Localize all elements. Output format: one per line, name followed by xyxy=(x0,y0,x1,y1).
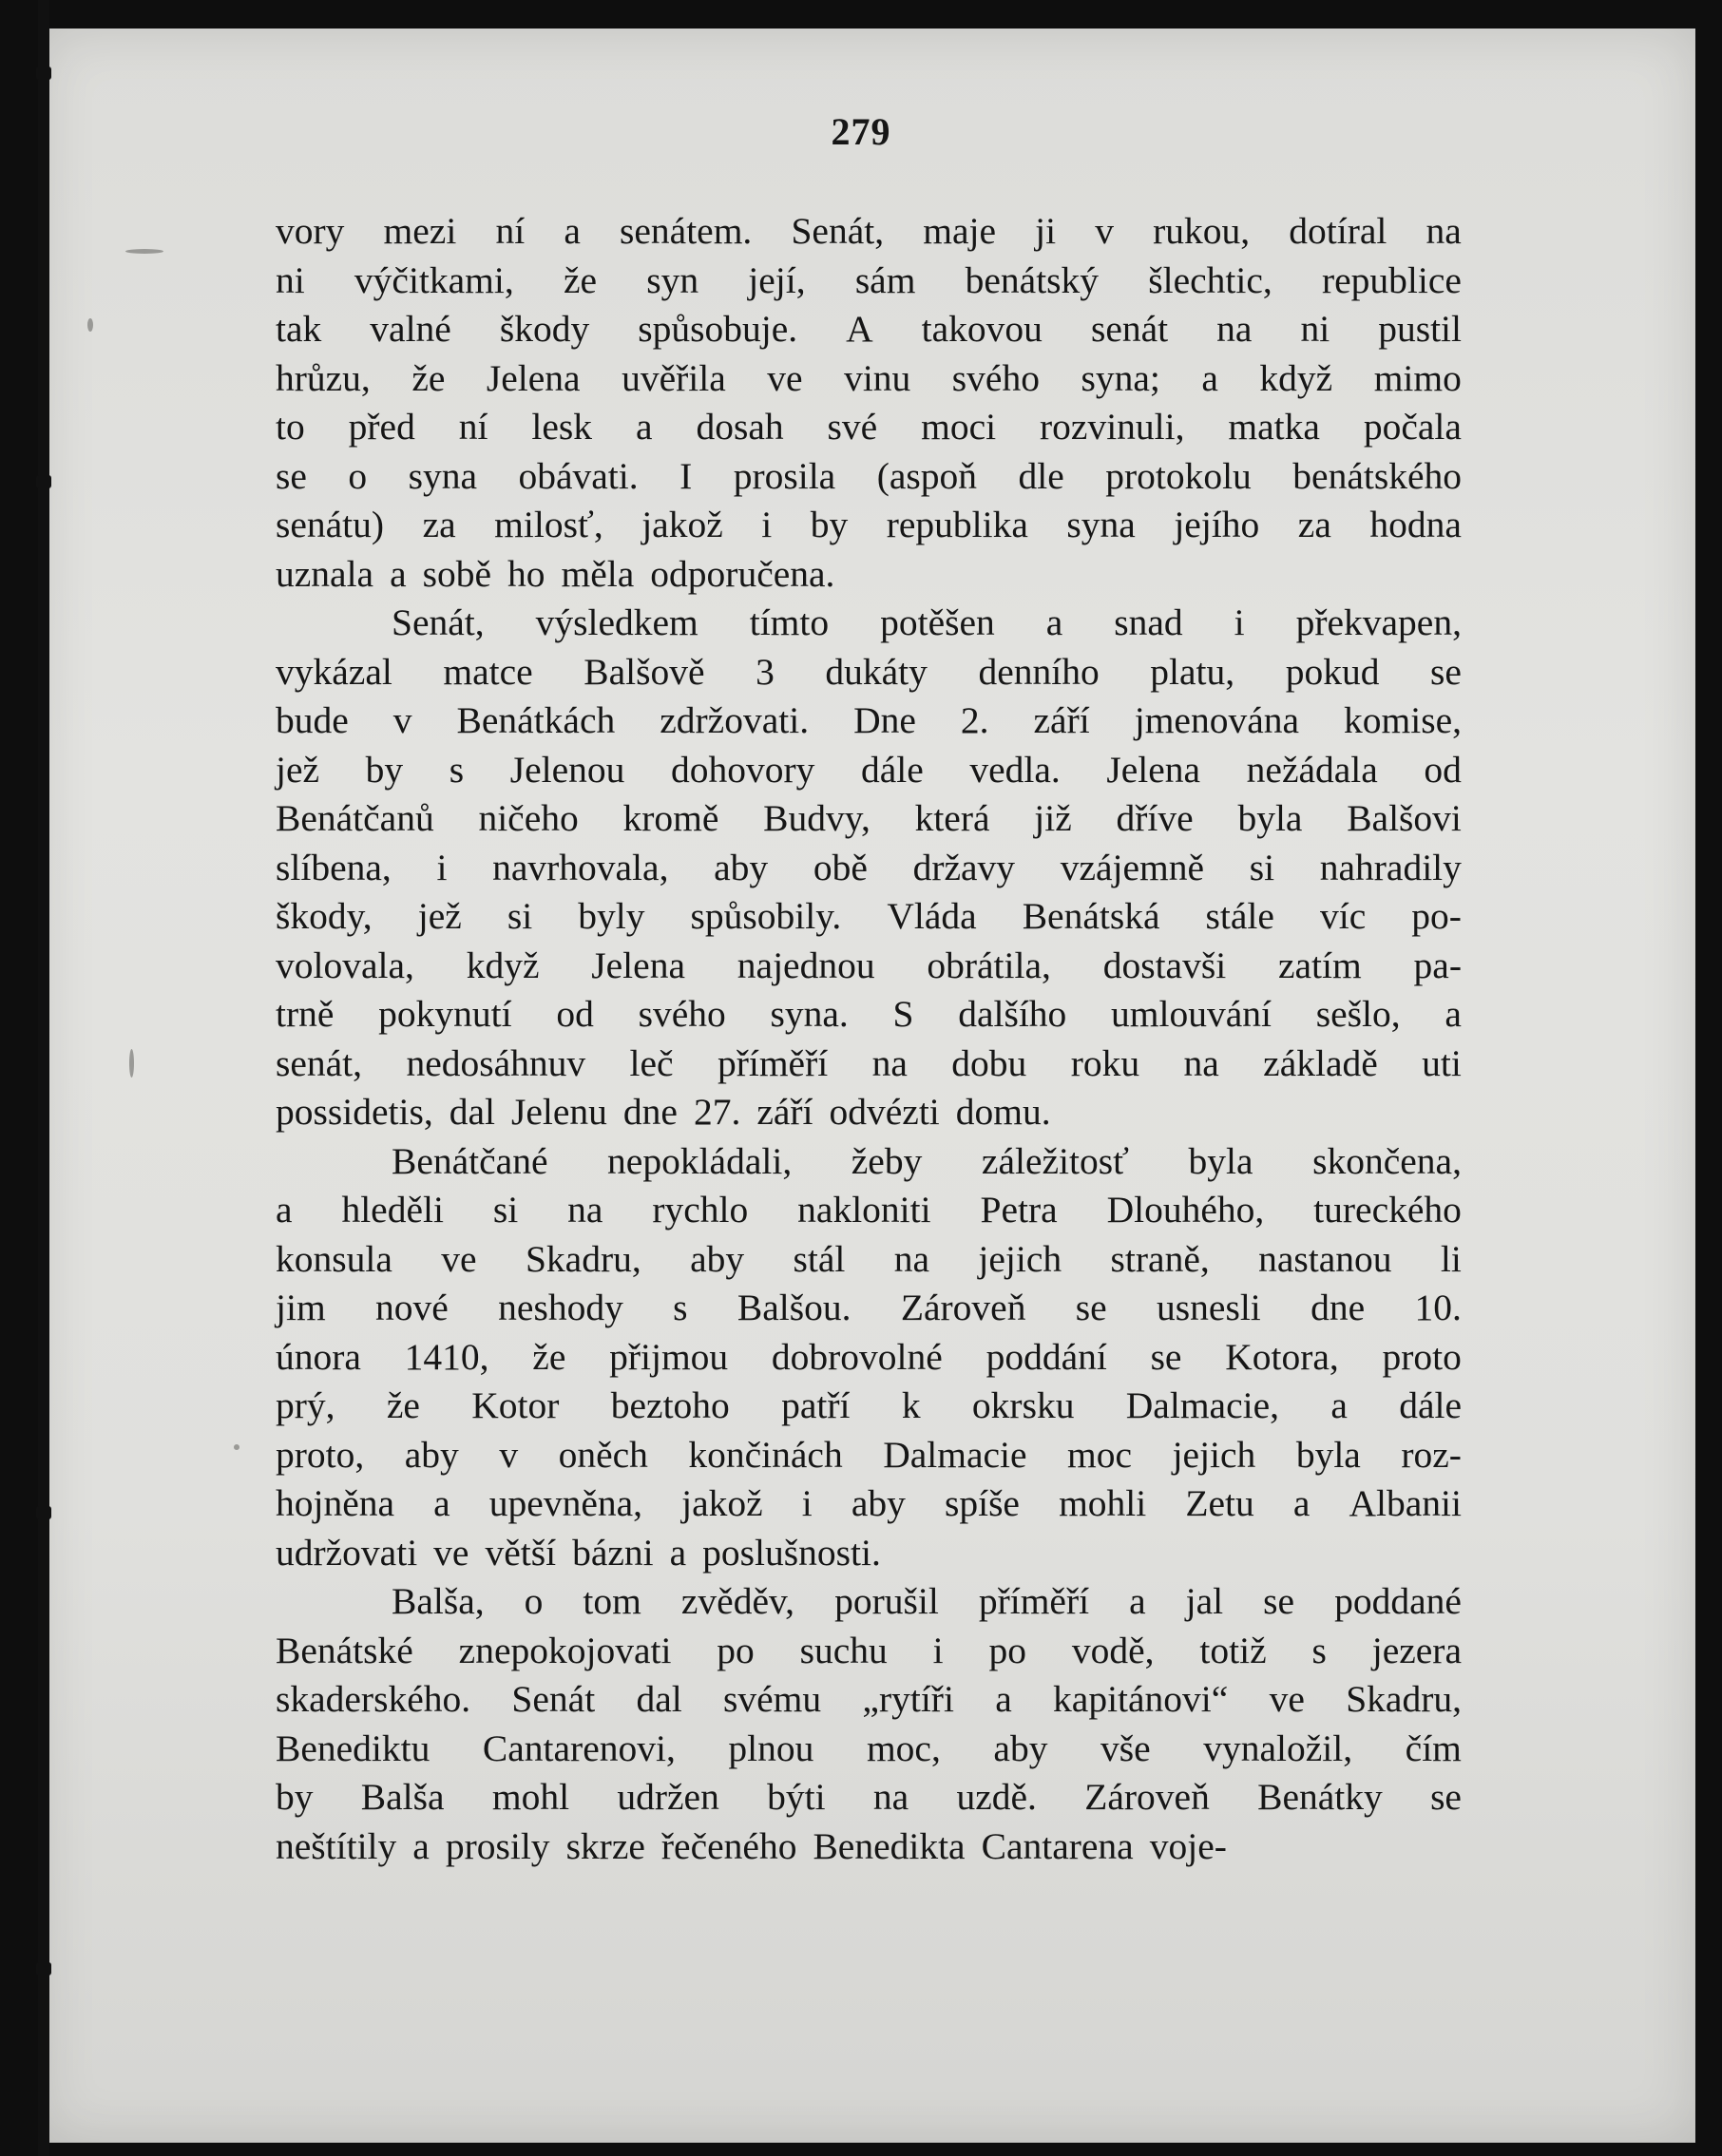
paragraph xyxy=(276,599,1462,1137)
text-line: škody, jež si byly spůsobily. Vláda Benátská stále víc po- xyxy=(276,895,1462,937)
text-line: vory mezi ní a senátem. Senát, maje ji v rukou, dotíral na xyxy=(276,210,1462,252)
text-line: ni výčitkami, že syn její, sám benátský šlechtic, republice xyxy=(276,258,1462,301)
body-text xyxy=(276,207,1462,1871)
text-line: neštítily a prosily skrze řečeného Benedikta Cantarena voje- xyxy=(276,1824,1227,1867)
scan-speck xyxy=(129,1049,134,1078)
text-line: uznala a sobě ho měla odporučena. xyxy=(276,552,835,595)
text-line: Benátské znepokojovati po suchu i po vodě, totiž s jezera xyxy=(276,1629,1462,1671)
text-line: senát, nedosáhnuv leč příměří na dobu roku na základě uti xyxy=(276,1041,1462,1084)
text-line: tak valné škody spůsobuje. A takovou senát na ni pustil xyxy=(276,308,1462,350)
text-line: udržovati ve větší bázni a poslušnosti. xyxy=(276,1531,881,1574)
text-line: Benediktu Cantarenovi, plnou moc, aby vše vynaložil, čím xyxy=(276,1727,1462,1769)
text-line: proto, aby v oněch končinách Dalmacie moc jejich byla roz- xyxy=(276,1433,1462,1476)
text-line: vykázal matce Balšově 3 dukáty denního platu, pokud se xyxy=(276,650,1462,693)
text-line: to před ní lesk a dosah své moci rozvinuli, matka počala xyxy=(276,406,1462,448)
text-line: bude v Benátkách zdržovati. Dne 2. září jmenována komise, xyxy=(276,699,1462,741)
binding-mark xyxy=(36,475,51,488)
text-line: trně pokynutí od svého syna. S dalšího umlouvání sešlo, a xyxy=(276,993,1462,1035)
text-line: Benátčanů ničeho kromě Budvy, která již dříve byla Balšovi xyxy=(276,797,1462,839)
binding-mark xyxy=(36,67,51,80)
text-line: Balša, o tom zvěděv, porušil příměří a jal se poddané xyxy=(392,1580,1462,1622)
text-line: se o syna obávati. I prosila (aspoň dle protokolu benátského xyxy=(276,454,1462,497)
text-line: possidetis, dal Jelenu dne 27. září odvézti domu. xyxy=(276,1091,1051,1133)
text-line: hrůzu, že Jelena uvěřila ve vinu svého syna; a když mimo xyxy=(276,356,1462,399)
text-line: prý, že Kotor beztoho patří k okrsku Dalmacie, a dále xyxy=(276,1384,1462,1426)
text-line: by Balša mohl udržen býti na uzdě. Zároveň Benátky se xyxy=(276,1776,1462,1818)
paragraph xyxy=(276,1577,1462,1871)
text-line: hojněna a upevněna, jakož i aby spíše mohli Zetu a Albanii xyxy=(276,1482,1462,1524)
text-line: volovala, když Jelena najednou obrátila, dostavši zatím pa- xyxy=(276,944,1462,986)
binding-mark xyxy=(36,1506,51,1519)
text-line: jež by s Jelenou dohovory dále vedla. Jelena nežádala od xyxy=(276,748,1462,791)
text-line: konsula ve Skadru, aby stál na jejich straně, nastanou li xyxy=(276,1237,1462,1280)
scan-speck xyxy=(87,318,93,332)
paragraph xyxy=(276,207,1462,599)
binding-mark xyxy=(36,1962,51,1975)
scan-speck xyxy=(234,1444,239,1450)
text-line: jim nové neshody s Balšou. Zároveň se usnesli dne 10. xyxy=(276,1287,1462,1328)
text-line: února 1410, že přijmou dobrovolné poddání se Kotora, proto xyxy=(276,1335,1462,1378)
text-line: a hleděli si na rychlo nakloniti Petra Dlouhého, tureckého xyxy=(276,1189,1462,1231)
page-number: 279 xyxy=(831,110,891,153)
text-line: Benátčané nepokládali, žeby záležitosť byla skončena, xyxy=(392,1139,1462,1182)
text-line: Senát, výsledkem tímto potěšen a snad i překvapen, xyxy=(392,601,1462,643)
text-line: slíbena, i navrhovala, aby obě državy vzájemně si nahradily xyxy=(276,846,1462,888)
scan-speck xyxy=(125,249,163,254)
paragraph xyxy=(276,1137,1462,1578)
binding-edge xyxy=(38,0,49,2156)
text-line: skaderského. Senát dal svému „rytíři a kapitánovi“ ve Skadru, xyxy=(276,1678,1462,1720)
text-line: senátu) za milosť, jakož i by republika syna jejího za hodna xyxy=(276,504,1462,545)
